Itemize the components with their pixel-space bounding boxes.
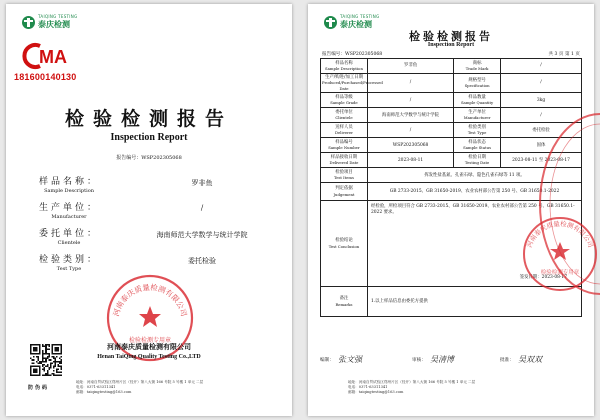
row-label-cn: 检验类别: [468, 124, 486, 130]
row-label-cn: 判定依据: [335, 186, 353, 192]
brand-name-cn: 泰庆检测: [38, 20, 70, 29]
row-value: 委托检验: [501, 123, 582, 138]
row-value: WSP202305068: [367, 138, 453, 153]
seal-subtext: 检验检测专用章: [128, 337, 172, 344]
cma-mark-icon: [26, 44, 72, 68]
row-value: 2023-08-11: [367, 153, 453, 168]
row-label-en: Test Items: [333, 175, 354, 181]
row-label-en: Judgement: [333, 191, 355, 197]
row-label-cn: 检验结论: [335, 238, 353, 244]
row-label-en: Produced/Purchased/Processed Date: [322, 80, 383, 91]
field-label-en: Manufacturer: [51, 214, 87, 220]
row-label-cn: 商标: [472, 60, 482, 66]
row-label-en: Deliverer: [334, 130, 353, 136]
row-label-en: Sample Description: [325, 66, 363, 71]
signature-reviewer: 吴清博: [430, 355, 454, 364]
cover-report-number: 报告编号：WSP202305068: [116, 155, 182, 161]
brand-name-en: TAIQING TESTING: [38, 14, 78, 19]
row-label-cn: 样品数量: [468, 94, 486, 100]
footer-email: 邮箱：taiqingtesting@163.com: [76, 390, 132, 394]
footer-phone: 电话：0371-63311341: [348, 385, 388, 389]
row-label-cn: 送样人员: [335, 124, 353, 130]
row-value: 挥发性盐基氮、孔雀石绿、隐色孔雀石绿等 11 项。: [367, 168, 581, 183]
signature-label: 批准：: [500, 358, 514, 363]
brand-logo: [22, 14, 77, 30]
row-value: /: [501, 108, 582, 123]
table-row: [321, 59, 582, 74]
row-label-en: Test Type: [467, 130, 487, 136]
row-value: /: [367, 123, 453, 138]
sign-date: 签发日期：2023-08-17: [519, 274, 567, 280]
row-label-en: Specification: [464, 83, 490, 89]
footer-email: 邮箱：taiqingtesting@163.com: [348, 390, 404, 394]
footer-address: 地址：河南自贸试验区郑州片区（经开）第八大街 166 号院 5 号楼 1 单元 二层: [348, 380, 476, 384]
table-row: [321, 123, 582, 138]
row-value: 罗非鱼: [367, 59, 453, 74]
row-label-cn: 样品状态: [468, 139, 486, 145]
field-label-cn: 样品名称：: [38, 177, 99, 187]
field-label-cn: 检验类别：: [38, 255, 99, 265]
report-footer: [348, 380, 548, 395]
cover-title-en: Inspection Report: [110, 132, 188, 143]
row-label-en: Sample Grade: [330, 100, 358, 106]
report-title: 检验检测报告: [409, 30, 493, 43]
report-title-en: Inspection Report: [427, 42, 475, 48]
row-label-cn: 检验项目: [335, 169, 353, 175]
company-name-en: Henan TaiQing Quality Testing Co.,LTD: [97, 354, 201, 360]
table-row: [321, 74, 582, 93]
field-label-cn: 委托单位：: [38, 229, 99, 239]
signature-row: [320, 353, 582, 367]
table-row: [321, 138, 582, 153]
row-label-en: Sample Status: [463, 145, 492, 151]
cover-page: [6, 4, 292, 416]
seal-subtext: 检验检测专用章: [540, 270, 580, 276]
footer-phone: 电话：0371-63311341: [76, 385, 116, 389]
footer-address: 地址：河南自贸试验区郑州片区（经开）第八大街 166 号院 5 号楼 1 单元 二层: [76, 380, 204, 384]
field-label-en: Test Type: [56, 266, 82, 272]
brand-name-en: TAIQING TESTING: [340, 14, 380, 19]
row-value: 1.以上样品信息由委托方提供: [367, 287, 581, 317]
report-number: 报告编号：WSP202305068: [322, 52, 383, 57]
table-row: [321, 153, 582, 168]
cma-number: 181600140130: [14, 72, 77, 82]
row-label-en: Delivered Date: [329, 160, 359, 166]
field-value: /: [200, 204, 204, 212]
field-label-en: Clientele: [57, 240, 81, 246]
qr-label: 防伪码: [28, 385, 50, 391]
brand-name-cn: 泰庆检测: [340, 20, 372, 29]
row-label-cn: 样品等级: [335, 94, 353, 100]
table-row: [321, 93, 582, 108]
cma-mark-text: MA: [39, 47, 67, 67]
row-value: 3kg: [501, 93, 582, 108]
table-row: [321, 108, 582, 123]
row-label-en: Manufacturer: [463, 115, 491, 121]
field-value: 罗非鱼: [191, 179, 213, 187]
row-label-en: Testing Date: [464, 160, 490, 166]
seal-text: 河南泰庆质量检测有限公司: [111, 282, 189, 318]
qr-code-icon: [30, 344, 62, 376]
row-label-cn: 样品名称: [335, 60, 353, 66]
row-label-cn: 委托单位: [335, 109, 353, 115]
row-value: /: [367, 74, 453, 93]
row-label-cn: 样品接收日期: [330, 154, 358, 160]
row-label-cn: 样品编号: [335, 139, 353, 145]
row-label-en: Sample Number: [328, 145, 360, 151]
signature-compiler: 张文强: [338, 355, 362, 364]
company-name-cn: 河南泰庆质量检测有限公司: [107, 342, 191, 351]
brand-logo-icon: [22, 16, 35, 29]
signature-label: 审核：: [412, 358, 426, 363]
field-value: 海南师范大学数学与统计学院: [156, 231, 248, 239]
page-indicator: 共 3 页 第 1 页: [548, 52, 580, 57]
cover-footer: [76, 380, 276, 395]
report-page: [308, 4, 594, 416]
row-label-en: Trade Mark: [465, 66, 489, 71]
row-label-en: Test Conclusion: [328, 243, 360, 249]
field-value: 委托检验: [188, 257, 216, 265]
brand-logo-icon: [324, 16, 337, 29]
row-label-en: Sample Quantity: [460, 100, 494, 106]
row-label-cn: 生产/购进/加工日期: [324, 75, 364, 80]
row-label-cn: 生产单位: [468, 109, 486, 115]
row-value: GB 2733-2015、GB 31650-2019、农业农村部公告第 250 号、GB 31650.1-2022: [367, 183, 581, 201]
cover-title: 检验检测报告: [64, 108, 233, 130]
signature-label: 编制：: [320, 358, 334, 363]
row-value: /: [501, 74, 582, 93]
row-label-cn: 备注: [339, 296, 349, 302]
row-label-cn: 规格型号: [468, 77, 486, 83]
field-label-cn: 生产单位：: [38, 203, 99, 213]
row-label-en: Clientele: [335, 115, 353, 121]
field-label-en: Sample Description: [44, 188, 94, 194]
row-value: /: [367, 93, 453, 108]
seal-text: 河南泰庆质量检测有限公司: [525, 219, 595, 249]
perforation-seal-icon: [578, 104, 600, 304]
row-label-cn: 检验日期: [468, 154, 486, 160]
row-value: 固体: [501, 138, 582, 153]
row-value: /: [501, 59, 582, 74]
conclusion-text: 经检验，所检项目符合 GB 2733-2015、GB 31650-2019、农业农村部公告第 250 号、GB 31650.1-2022 要求。: [370, 204, 575, 215]
row-value: 2023-08-11 至 2023-08-17: [501, 153, 582, 168]
signature-approver: 吴双双: [518, 355, 542, 364]
row-label-en: Remarks: [335, 301, 353, 307]
row-value: 海南师范大学数学与统计学院: [367, 108, 453, 123]
